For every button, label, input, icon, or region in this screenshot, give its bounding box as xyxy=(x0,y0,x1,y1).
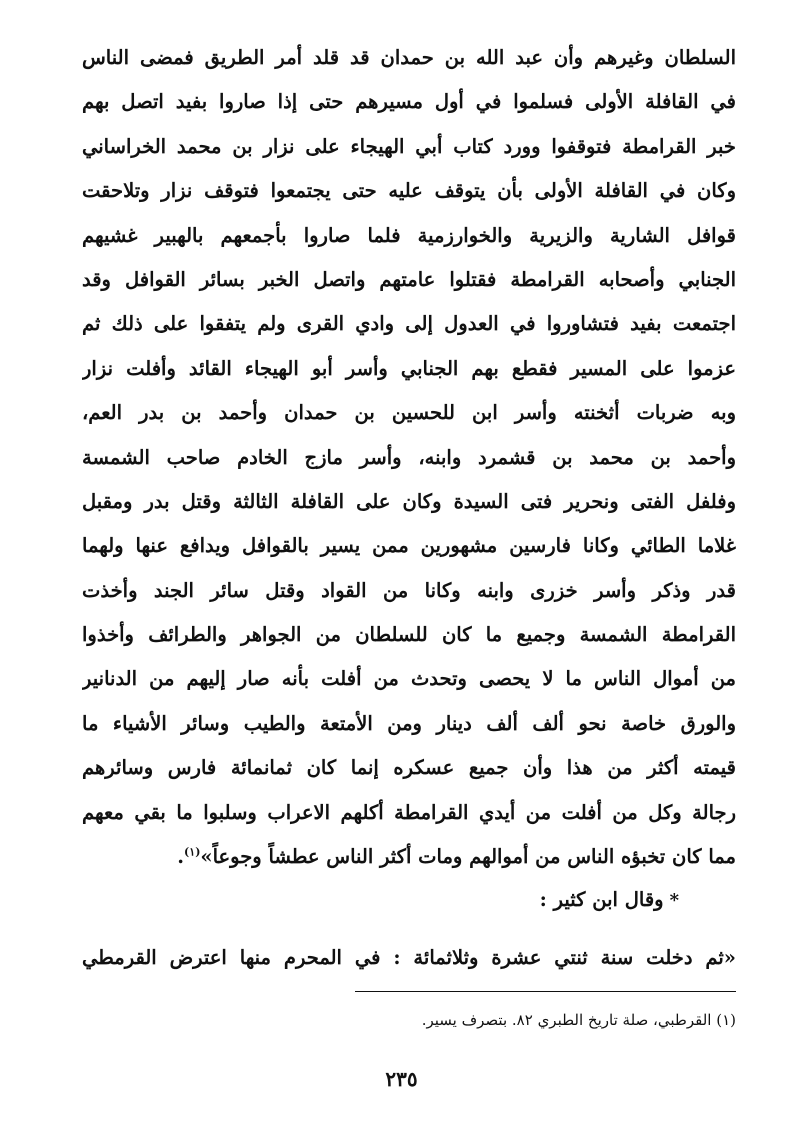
text-line: القرامطة الشمسة وجميع ما كان للسلطان من الجواهر والطرائف وأخذوا xyxy=(82,623,736,647)
text-line: وفلفل الفتى ونحرير فتى السيدة وكان على القافلة الثالثة وقتل بدر ومقبل xyxy=(82,489,736,513)
final-line-text: مما كان تخبؤه الناس من أموالهم ومات أكثر الناس عطشاً وجوعاً» xyxy=(200,845,736,869)
footnote-reference: (١) xyxy=(184,845,201,859)
text-line: رجالة وكل من أفلت من أيدي القرامطة أكلهم الاعراب وسلبوا ما بقي معهم xyxy=(82,800,736,824)
footnote-divider xyxy=(355,991,736,992)
text-line: والورق خاصة نحو ألف ألف دينار ومن الأمتعة والطيب وسائر الأشياء ما xyxy=(82,711,736,735)
text-line: السلطان وغيرهم وأن عبد الله بن حمدان قد قلد أمر الطريق فمضى الناس xyxy=(82,46,736,69)
text-line-final xyxy=(82,835,736,879)
asterisk-icon: * xyxy=(669,890,679,911)
text-line: وبه ضربات أثخنته وأسر ابن للحسين بن حمدان وأحمد بن بدر العم، xyxy=(82,401,736,425)
text-line: غلاما الطائي وكانا فارسين مشهورين ممن يسير بالقوافل ويدافع عنها ولهما xyxy=(82,534,736,558)
quote-first-line: «ثم دخلت سنة ثنتي عشرة وثلاثمائة : في المحرم منها اعترض القرمطي xyxy=(82,946,736,969)
text-line: خبر القرامطة فتوقفوا وورد كتاب أبي الهيجاء على نزار بن محمد الخراساني xyxy=(82,134,736,158)
quote-attribution xyxy=(540,878,679,923)
text-line: عزموا على المسير فقطع بهم الجنابي وأسر أبو الهيجاء القائد وأفلت نزار xyxy=(82,356,736,380)
page-number: ٢٣٥ xyxy=(385,1067,418,1091)
main-text-block xyxy=(82,36,736,879)
text-line: اجتمعت بفيد فتشاوروا في العدول إلى وادي القرى ولم يتفقوا على ذلك ثم xyxy=(82,312,736,336)
text-line: قدر وذكر وأسر خزرى وابنه وكانا من القواد وقتل سائر الجند وأخذت xyxy=(82,578,736,602)
footnote: (١) القرطبي، صلة تاريخ الطبري ٨٢. بتصرف يسير. xyxy=(421,1011,736,1029)
text-line: وأحمد بن محمد بن قشمرد وابنه، وأسر مازج الخادم صاحب الشمسة xyxy=(82,445,736,469)
quote-attribution-text: وقال ابن كثير : xyxy=(539,888,664,911)
text-line: قوافل الشارية والزيرية والخوارزمية فلما صاروا بأجمعهم بالهبير غشيهم xyxy=(82,223,736,247)
text-line: الجنابي وأصحابه القرامطة فقتلوا عامتهم واتصل الخبر بسائر القوافل وقد xyxy=(82,267,736,291)
text-line: قيمته أكثر من هذا وأن جميع عسكره إنما كان ثمانمائة فارس وسائرهم xyxy=(82,756,736,780)
text-line: من أموال الناس ما لا يحصى وتحدث من أفلت بأنه صار إليهم من الدنانير xyxy=(82,667,736,691)
text-line: وكان في القافلة الأولى بأن يتوقف عليه حتى يجتمعوا فتوقف نزار وتلاحقت xyxy=(82,179,736,203)
text-line: في القافلة الأولى فسلموا في أول مسيرهم حتى إذا صاروا بفيد اتصل بهم xyxy=(82,90,736,114)
closing-period: . xyxy=(177,845,185,869)
